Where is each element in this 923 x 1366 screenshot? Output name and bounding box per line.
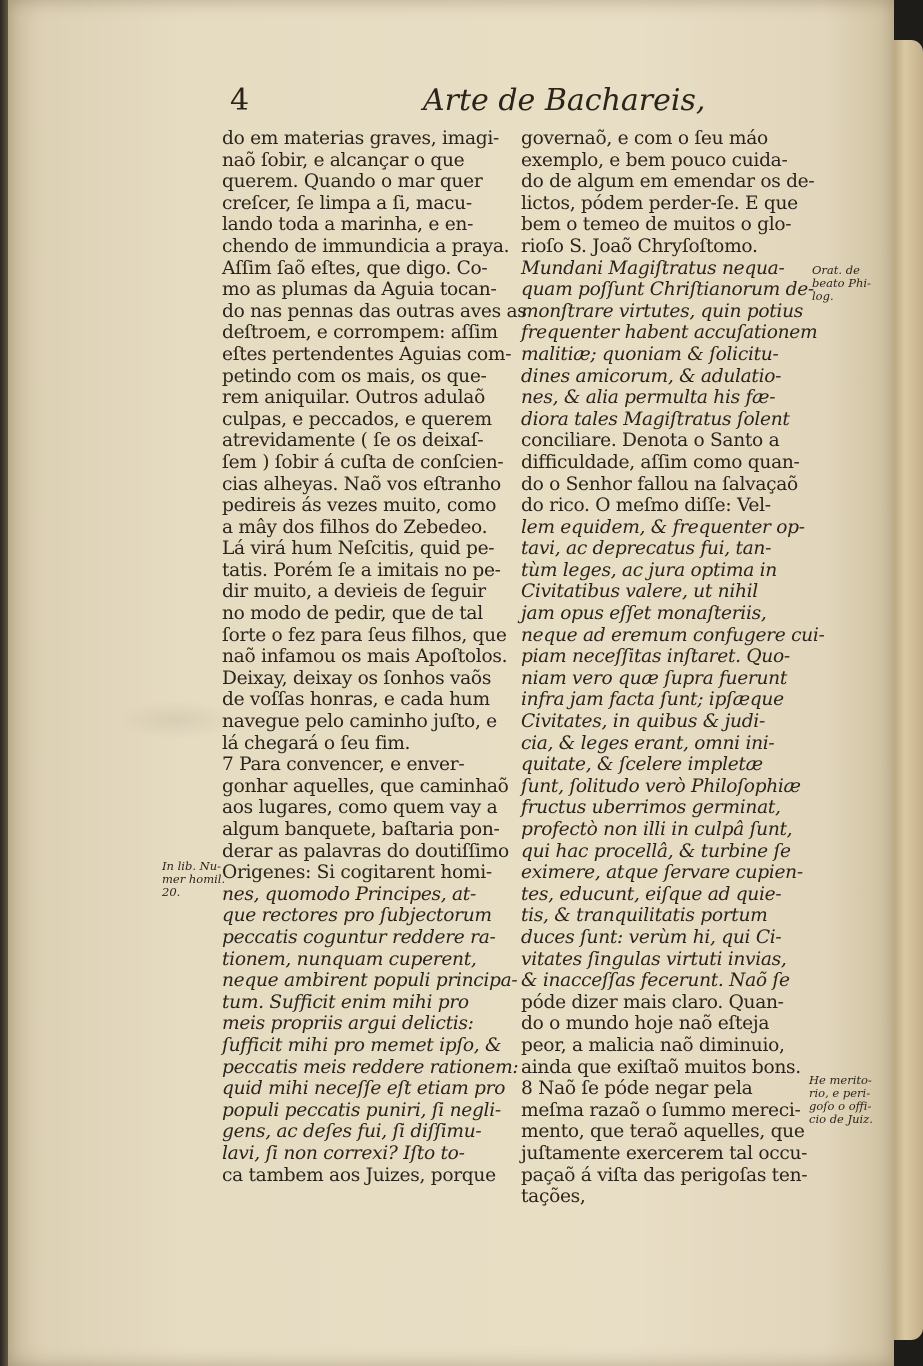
text-line: fructus uberrimos germinat,: [521, 797, 781, 819]
text-line: populi peccatis puniri, ſi negli-: [222, 1099, 501, 1121]
text-line: atrevidamente ( ſe os deixaſ-: [222, 430, 484, 452]
text-line: exemplo, e bem pouco cuida-: [521, 149, 788, 171]
text-line: infra jam facta ſunt; ipſæque: [521, 689, 784, 711]
text-line: tum. Sufficit enim mihi pro: [222, 991, 469, 1013]
book-page: [8, 0, 894, 1366]
text-line: quam poſſunt Chriſtianorum de-: [521, 279, 814, 301]
text-line: neque ambirent populi principa-: [222, 970, 518, 992]
text-line: culpas, e peccados, e querem: [222, 408, 492, 430]
text-line: creſcer, ſe limpa a ſi, macu-: [222, 192, 472, 214]
text-line: malitiæ; quoniam & ſolicitu-: [521, 343, 779, 365]
text-line: algum banquete, baſtaria pon-: [222, 819, 500, 840]
text-line: rioſo S. Joaõ Chryſoſtomo.: [521, 235, 758, 257]
text-line: gonhar aquelles, que caminhaõ: [222, 775, 509, 797]
text-line: qui hac procellâ, & turbine ſe: [521, 840, 791, 862]
text-line: dines amicorum, & adulatio-: [521, 365, 782, 387]
margin-note-line: He merito-: [809, 1073, 872, 1087]
margin-note-line: rio, e peri-: [809, 1086, 871, 1100]
text-line: petindo com os mais, os que-: [222, 365, 487, 387]
text-line: dir muito, a devieis de ſeguir: [222, 581, 486, 603]
text-line: mo as plumas da Aguia tocan-: [222, 279, 497, 301]
text-line: de voſſas honras, e cada hum: [222, 689, 490, 711]
text-line: lictos, pódem perder-ſe. E que: [521, 192, 798, 214]
text-line: neque ad eremum confugere cui-: [521, 624, 825, 646]
text-line: chendo de immundicia a praya.: [222, 235, 510, 257]
text-line: quitate, & ſcelere impletæ: [521, 754, 763, 776]
text-line: juſtamente exercerem tal occu-: [521, 1142, 808, 1164]
text-line: cia, & leges erant, omni ini-: [521, 732, 775, 754]
text-line: meis propriis argui delictis:: [222, 1013, 474, 1035]
text-line: niam vero quæ ſupra fuerunt: [521, 667, 788, 689]
text-line: lavi, ſi non correxi? Iſto to-: [222, 1142, 465, 1164]
text-line: derar as palavras do doutiſſimo: [222, 840, 509, 862]
next-page-edge: [893, 40, 923, 1340]
text-line: tatis. Porém ſe a imitais no pe-: [222, 559, 501, 581]
text-line: duces ſunt: verùm hi, qui Ci-: [521, 926, 782, 948]
text-line: vitates ſingulas virtuti invias,: [521, 948, 787, 970]
left-text-column: [222, 128, 527, 1186]
text-line: peor, a malicia naõ diminuio,: [521, 1034, 785, 1056]
text-line: diora tales Magiſtratus ſolent: [521, 408, 790, 430]
text-line: a mây dos filhos do Zebedeo.: [222, 516, 488, 538]
text-line: gens, ac deſes fui, ſi diſſimu-: [222, 1121, 482, 1143]
text-line: eximere, atque ſervare cupien-: [521, 862, 803, 884]
margin-note-right-1: [812, 264, 871, 303]
text-line: tes, educunt, eiſque ad quie-: [521, 883, 782, 905]
text-line: Civitatibus valere, ut nihil: [521, 581, 758, 603]
text-line: deſtroem, e corrompem: aſſim: [222, 322, 498, 344]
text-line: que rectores pro ſubjectorum: [222, 905, 492, 927]
text-line: tavi, ac deprecatus fui, tan-: [521, 538, 772, 560]
margin-note-line: cio de Juiz.: [809, 1112, 873, 1126]
text-line: ainda que exiſtaõ muitos bons.: [521, 1056, 801, 1078]
text-line: do em materias graves, imagi-: [222, 128, 499, 149]
text-line: lando toda a marinha, e en-: [222, 214, 474, 236]
margin-note-left: [162, 860, 225, 899]
text-line: profectò non illi in culpâ ſunt,: [521, 819, 793, 840]
text-line: pedireis ás vezes muito, como: [222, 495, 497, 517]
page-number: 4: [230, 83, 250, 118]
text-line: Civitates, in quibus & judi-: [521, 711, 765, 733]
text-line: peccatis meis reddere rationem:: [222, 1056, 519, 1078]
text-line: naõ infamou os mais Apoſtolos.: [222, 646, 508, 668]
text-line: do de algum em emendar os de-: [521, 171, 815, 193]
text-line: eſtes pertendentes Aguias com-: [222, 343, 512, 365]
text-line: tações,: [521, 1186, 586, 1208]
text-line: tionem, nunquam cuperent,: [222, 948, 477, 970]
text-line: navegue pelo caminho juſto, e: [222, 711, 497, 733]
text-line: ſufficit mihi pro memet ipſo, &: [222, 1034, 502, 1056]
text-line: naõ ſobir, e alcançar o que: [222, 149, 465, 171]
text-line: cias alheyas. Naõ vos eſtranho: [222, 473, 501, 495]
text-line: meſma razaõ o ſummo mereci-: [521, 1099, 801, 1121]
text-line: nes, & alia permulta his fæ-: [521, 387, 776, 409]
text-line: frequenter habent accuſationem: [521, 322, 818, 344]
text-line: do rico. O meſmo diſſe: Vel-: [521, 495, 771, 517]
text-line: mento, que teraõ aquelles, que: [521, 1121, 805, 1143]
text-line: bem o temeo de muitos o glo-: [521, 214, 792, 236]
text-line: 8 Naõ ſe póde negar pela: [521, 1078, 753, 1100]
text-line: querem. Quando o mar quer: [222, 171, 483, 193]
bleed-through-smudge: [118, 700, 238, 740]
text-line: 7 Para convencer, e enver-: [222, 754, 465, 776]
text-line: póde dizer mais claro. Quan-: [521, 991, 784, 1013]
text-line: difficuldade, aſſim como quan-: [521, 451, 800, 473]
text-line: conciliare. Denota o Santo a: [521, 430, 780, 452]
text-line: tis, & tranquilitatis portum: [521, 905, 768, 927]
text-line: paçaõ á viſta das perigoſas ten-: [521, 1164, 808, 1186]
text-line: do o Senhor fallou na ſalvaçaõ: [521, 473, 798, 495]
text-line: ca tambem aos Juizes, porque: [222, 1164, 496, 1186]
text-line: nes, quomodo Principes, at-: [222, 883, 476, 905]
text-line: do nas pennas das outras aves as: [222, 300, 527, 322]
text-line: Origenes: Si cogitarent homi-: [222, 862, 492, 884]
margin-note-line: 20.: [162, 885, 181, 899]
running-head: Arte de Bachareis,: [423, 83, 706, 118]
margin-note-right-2: [809, 1074, 873, 1126]
text-line: ſorte o fez para ſeus filhos, que: [222, 624, 507, 646]
text-line: tùm leges, ac jura optima in: [521, 559, 777, 581]
text-line: piam neceſſitas inſtaret. Quo-: [521, 646, 790, 668]
text-line: lem equidem, & frequenter op-: [521, 516, 805, 538]
margin-note-line: beato Phi-: [812, 276, 871, 290]
text-line: & inacceſſas fecerunt. Naõ ſe: [521, 970, 790, 992]
margin-note-line: In lib. Nu-: [162, 859, 221, 873]
margin-note-line: log.: [812, 289, 834, 303]
text-line: lá chegará o ſeu fim.: [222, 732, 411, 754]
margin-note-line: mer homil.: [162, 872, 226, 886]
page-header: [8, 80, 894, 120]
text-line: Mundani Magiſtratus nequa-: [521, 257, 785, 279]
text-line: jam opus eſſet monaſteriis,: [521, 603, 767, 625]
text-line: Aſſim ſaõ eſtes, que digo. Co-: [222, 257, 488, 279]
text-line: ſem ) ſobir á cuſta de conſcien-: [222, 451, 504, 473]
text-line: no modo de pedir, que de tal: [222, 603, 483, 625]
text-line: do o mundo hoje naõ eſteja: [521, 1013, 770, 1035]
text-line: peccatis coguntur reddere ra-: [222, 926, 496, 948]
margin-note-line: goſo o offi-: [809, 1099, 872, 1113]
text-line: ſunt, ſolitudo verò Philoſophiæ: [521, 775, 801, 797]
text-line: governaõ, e com o ſeu máo: [521, 128, 768, 149]
text-line: aos lugares, como quem vay a: [222, 797, 498, 819]
text-line: Lá virá hum Neſcitis, quid pe-: [222, 538, 495, 560]
text-line: rem aniquilar. Outros adulaõ: [222, 387, 485, 409]
text-line: Deixay, deixay os ſonhos vaõs: [222, 667, 492, 689]
text-line: quid mihi neceſſe eſt etiam pro: [222, 1078, 506, 1100]
text-line: monſtrare virtutes, quin potius: [521, 300, 803, 322]
margin-note-line: Orat. de: [812, 263, 860, 277]
